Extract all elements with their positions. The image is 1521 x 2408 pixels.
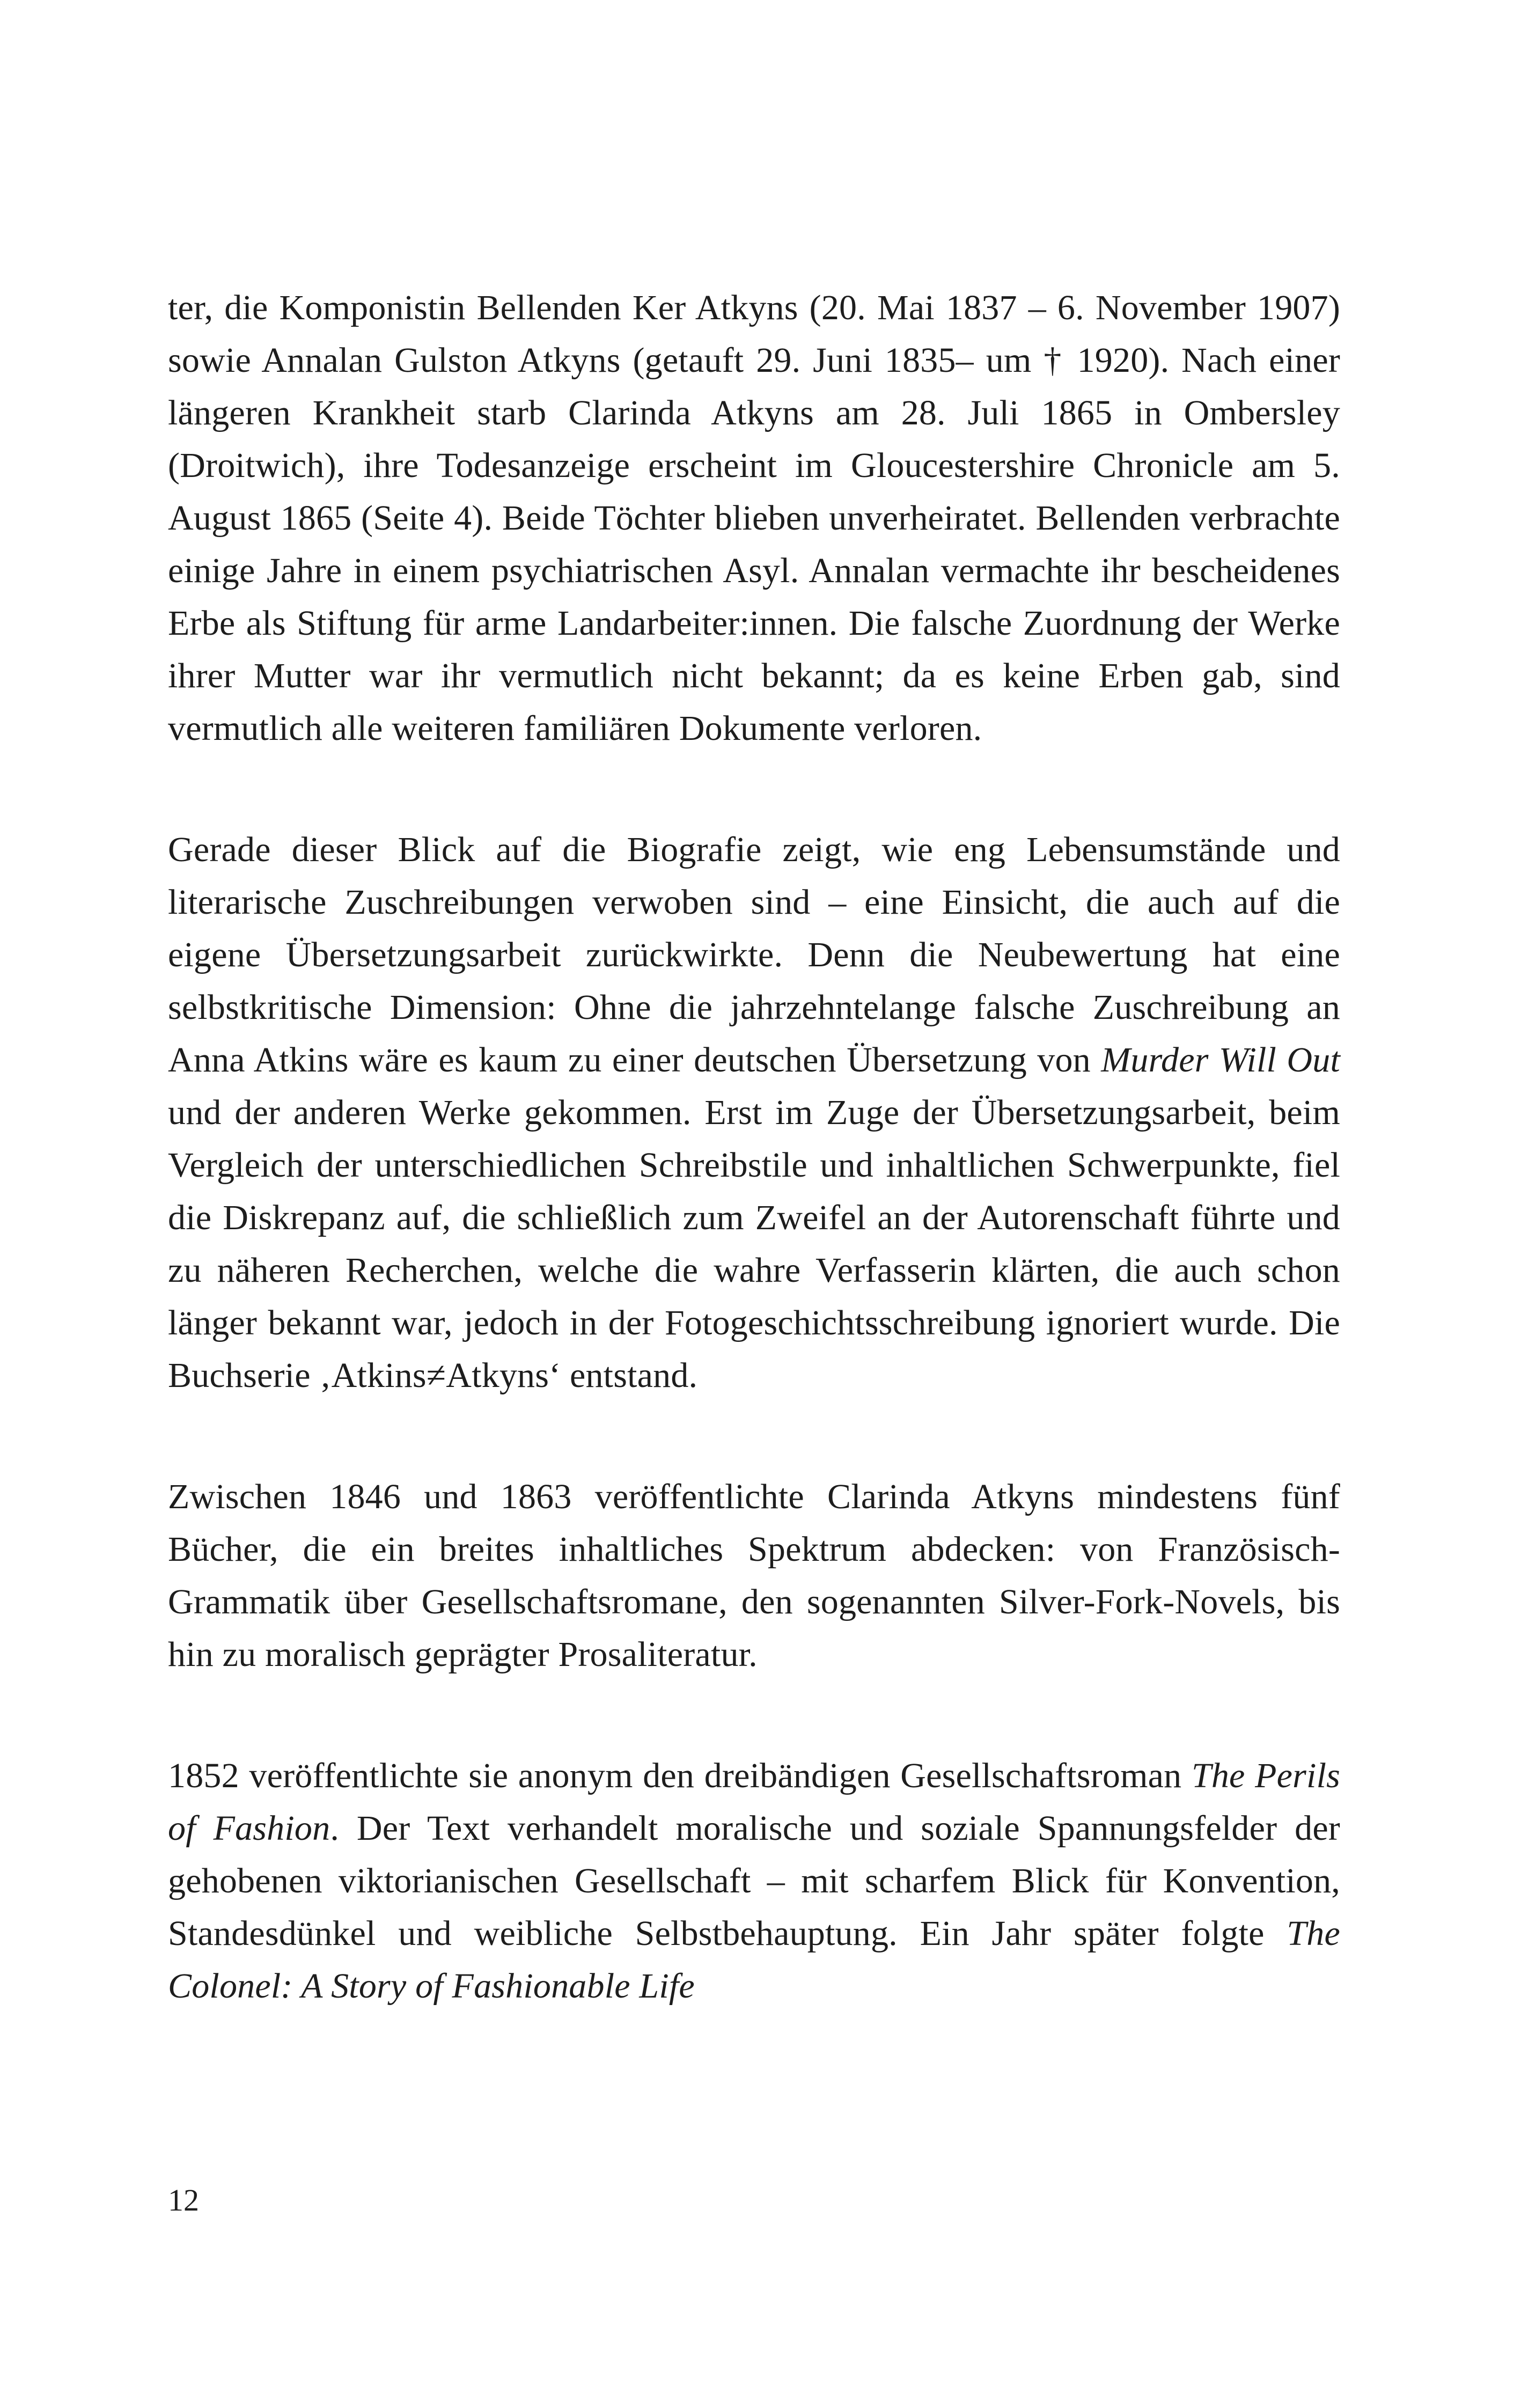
body-text	[168, 282, 1340, 2081]
text-run: Gerade dieser Blick auf die Biografie zeigt, wie eng Lebensumstände und literarische Zuschreibungen verwoben sind – eine Einsicht, die auch auf die eigene Übersetzungsarbeit zurückwirkte. Denn die Neubewertung hat eine selbstkritische Dimension: Ohne die jahrzehntelange falsche Zuschreibung an Anna Atkins wäre es kaum zu einer deutschen Übersetzung von	[168, 830, 1340, 1080]
text-run: Zwischen 1846 und 1863 veröffentlichte Clarinda Atkyns mindestens fünf Bücher, die ein breites inhaltliches Spektrum abdecken: von Französisch-Grammatik über Gesellschaftsromane, den sogenannten Silver-Fork-Novels, bis hin zu moralisch geprägter Prosaliteratur.	[168, 1477, 1340, 1674]
text-run: . Der Text verhandelt moralische und soziale Spannungsfelder der gehobenen viktorianischen Gesellschaft – mit scharfem Blick für Konvention, Standesdünkel und weibliche Selbstbehauptung. Ein Jahr später folgte	[168, 1809, 1340, 1953]
paragraph-2	[168, 824, 1340, 1402]
page-number: 12	[168, 2183, 199, 2218]
italic-title: The Colonel: A Story of Fashionable Life	[168, 1914, 1340, 2006]
text-run: ter, die Komponistin Bellenden Ker Atkyns (20. Mai 1837 – 6. November 1907) sowie Annalan Gulston Atkyns (getauft 29. Juni 1835– um † 1920). Nach einer längeren Krankheit starb Clarinda Atkyns am 28. Juli 1865 in Ombersley (Droitwich), ihre Todesanzeige erscheint im Gloucestershire Chronicle am 5. August 1865 (Seite 4). Beide Töchter blieben unverheiratet. Bellenden verbrachte einige Jahre in einem psychiatrischen Asyl. Annalan vermachte ihr bescheidenes Erbe als Stiftung für arme Landarbeiter:innen. Die falsche Zuordnung der Werke ihrer Mutter war ihr vermutlich nicht bekannt; da es keine Erben gab, sind vermutlich alle weiteren familiären Dokumente verloren.	[168, 288, 1340, 748]
text-run: 1852 veröffentlichte sie anonym den dreibändigen Gesellschaftsroman	[168, 1756, 1192, 1795]
italic-title: Murder Will Out	[1101, 1040, 1340, 1080]
text-run: und der anderen Werke gekommen. Erst im Zuge der Übersetzungsarbeit, beim Vergleich der unterschiedlichen Schreibstile und inhaltlichen Schwerpunkte, fiel die Diskrepanz auf, die schließlich zum Zweifel an der Autorenschaft führte und zu näheren Recherchen, welche die wahre Verfasserin klärten, die auch schon länger bekannt war, jedoch in der Fotogeschichtsschreibung ignoriert wurde. Die Buchserie ‚Atkins≠Atkyns‘ entstand.	[168, 1093, 1340, 1395]
paragraph-3	[168, 1471, 1340, 1681]
paragraph-4	[168, 1750, 1340, 2013]
paragraph-1	[168, 282, 1340, 755]
italic-title: The Perils of Fashion	[168, 1756, 1340, 1848]
